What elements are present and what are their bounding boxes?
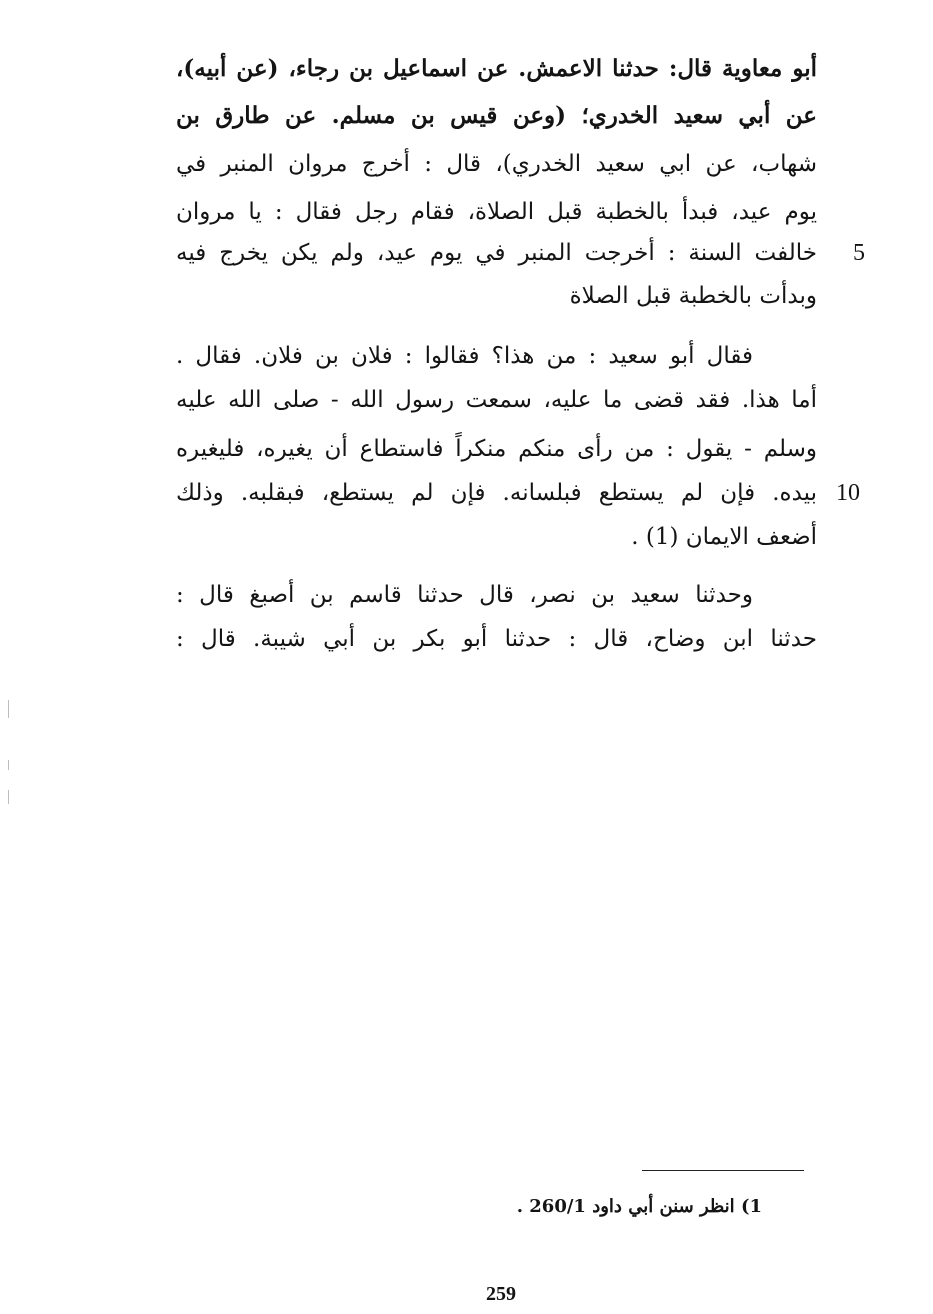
- text-line: فقال أبو سعيد : من هذا؟ فقالوا : فلان بن فلان. فقال .: [176, 343, 753, 369]
- text-line: وسلم - يقول : من رأى منكم منكراً فاستطاع أن يغيره، فليغيره: [176, 436, 817, 462]
- page-number: 259: [486, 1283, 516, 1305]
- footnote: 1) انظر سنن أبي داود 260/1 .: [516, 1196, 762, 1217]
- text-line: خالفت السنة : أخرجت المنبر في يوم عيد، ولم يكن يخرج فيه: [176, 240, 817, 266]
- text-line: وبدأت بالخطبة قبل الصلاة: [569, 283, 817, 309]
- text-line: أما هذا. فقد قضى ما عليه، سمعت رسول الله - صلى الله عليه: [176, 387, 817, 413]
- text-line: حدثنا ابن وضاح، قال : حدثنا أبو بكر بن أبي شيبة. قال :: [176, 626, 817, 652]
- text-line: وحدثنا سعيد بن نصر، قال حدثنا قاسم بن أصبغ قال :: [176, 582, 753, 608]
- text-line: أبو معاوية قال: حدثنا الاعمش. عن اسماعيل بن رجاء، (عن أبيه)،: [176, 55, 817, 82]
- text-line: عن أبي سعيد الخدري؛ (وعن قيس بن مسلم. عن طارق بن: [176, 102, 817, 129]
- scan-speck: [8, 790, 9, 804]
- scan-speck: [8, 760, 9, 770]
- text-line: شهاب، عن ابي سعيد الخدري)، قال : أخرج مروان المنبر في: [176, 151, 817, 177]
- footnote-rule: [642, 1170, 804, 1171]
- scan-speck: [8, 700, 9, 718]
- margin-line-number: 5: [853, 240, 865, 266]
- text-line: بيده. فإن لم يستطع فبلسانه. فإن لم يستطع، فبقلبه. وذلك: [176, 480, 817, 506]
- text-line: يوم عيد، فبدأ بالخطبة قبل الصلاة، فقام رجل فقال : يا مروان: [176, 199, 817, 225]
- text-line: أضعف الايمان (1) .: [631, 524, 817, 550]
- margin-line-number: 10: [836, 480, 860, 506]
